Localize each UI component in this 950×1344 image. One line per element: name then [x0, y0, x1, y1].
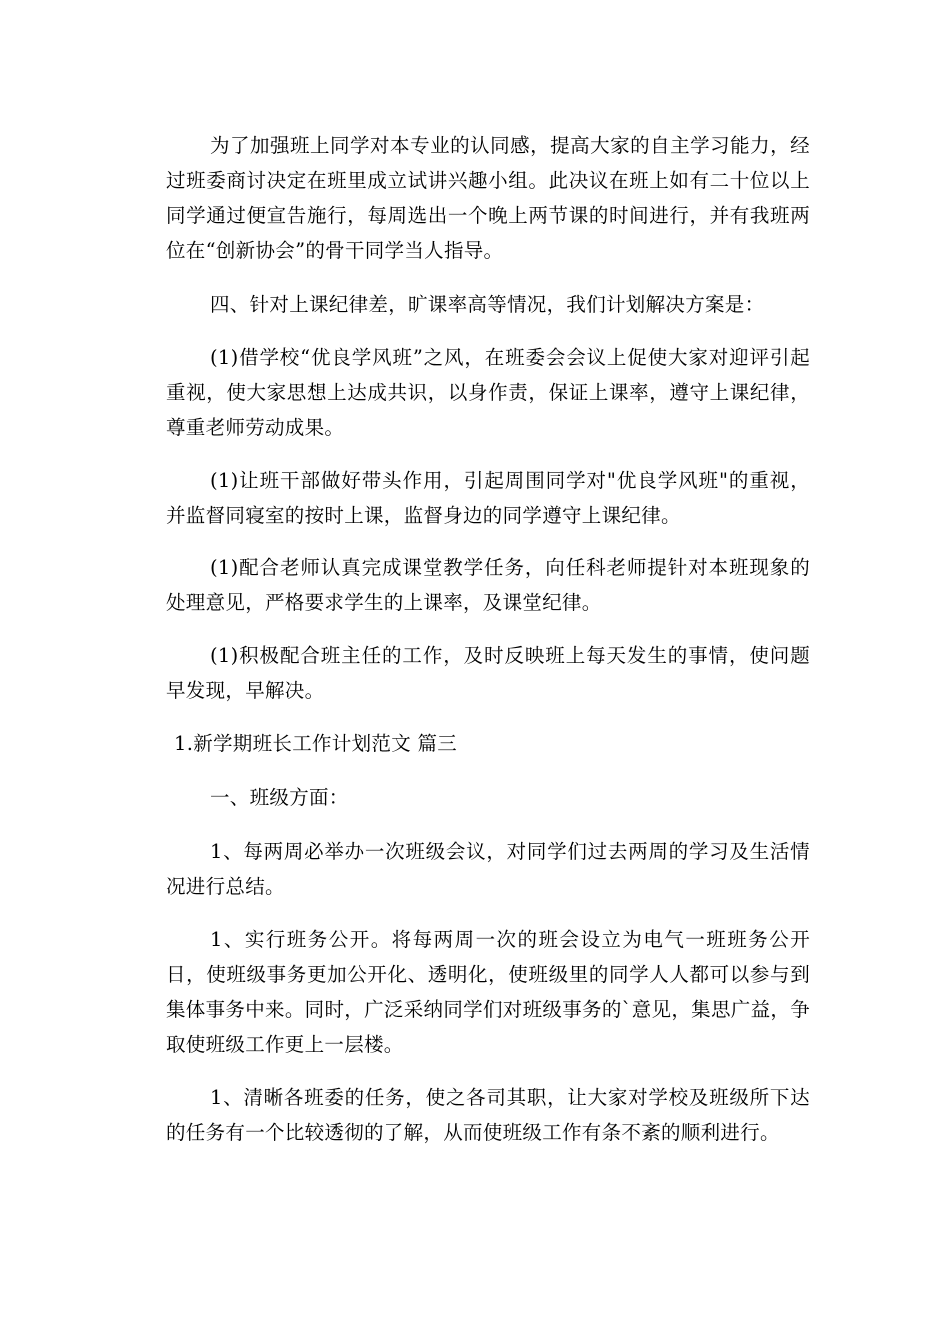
paragraph-committee-duties: 1、清晰各班委的任务，使之各司其职，让大家对学校及班级所下达的任务有一个比较透彻的了解，从而使班级工作有条不紊的顺利进行。	[166, 1086, 810, 1144]
paragraph-open-affairs: 1、实行班务公开。将每两周一次的班会设立为电气一班班务公开日，使班级事务更加公开化、透明化，使班级里的同学人人都可以参与到集体事务中来。同时，广泛采纳同学们对班级事务的`意见，集思广益，争取使班级工作更上一层楼。	[166, 928, 810, 1056]
section-title: 1.新学期班长工作计划范文 篇三	[174, 732, 458, 755]
paragraph-study-interest-group: 为了加强班上同学对本专业的认同感，提高大家的自主学习能力，经过班委商讨决定在班里成立试讲兴趣小组。此决议在班上如有二十位以上同学通过便宣告施行，每周选出一个晚上两节课的时间进行，并有我班两位在“创新协会”的骨干同学当人指导。	[166, 134, 810, 262]
paragraph-discipline-heading: 四、针对上课纪律差，旷课率高等情况，我们计划解决方案是：	[210, 293, 765, 316]
paragraph-plan-item-2: (1)让班干部做好带头作用，引起周围同学对"优良学风班"的重视，并监督同寝室的按时上课，监督身边的同学遵守上课纪律。	[166, 469, 810, 527]
paragraph-plan-item-3: (1)配合老师认真完成课堂教学任务，向任科老师提针对本班现象的处理意见，严格要求学生的上课率，及课堂纪律。	[166, 556, 810, 614]
paragraph-plan-item-1: (1)借学校“优良学风班”之风，在班委会会议上促使大家对迎评引起重视，使大家思想上达成共识，以身作责，保证上课率，遵守上课纪律，尊重老师劳动成果。	[166, 346, 810, 439]
paragraph-class-meeting: 1、每两周必举办一次班级会议，对同学们过去两周的学习及生活情况进行总结。	[166, 840, 810, 898]
paragraph-plan-item-4: (1)积极配合班主任的工作，及时反映班上每天发生的事情，使问题早发现，早解决。	[166, 644, 810, 702]
paragraph-class-aspect-heading: 一、班级方面：	[210, 786, 349, 809]
